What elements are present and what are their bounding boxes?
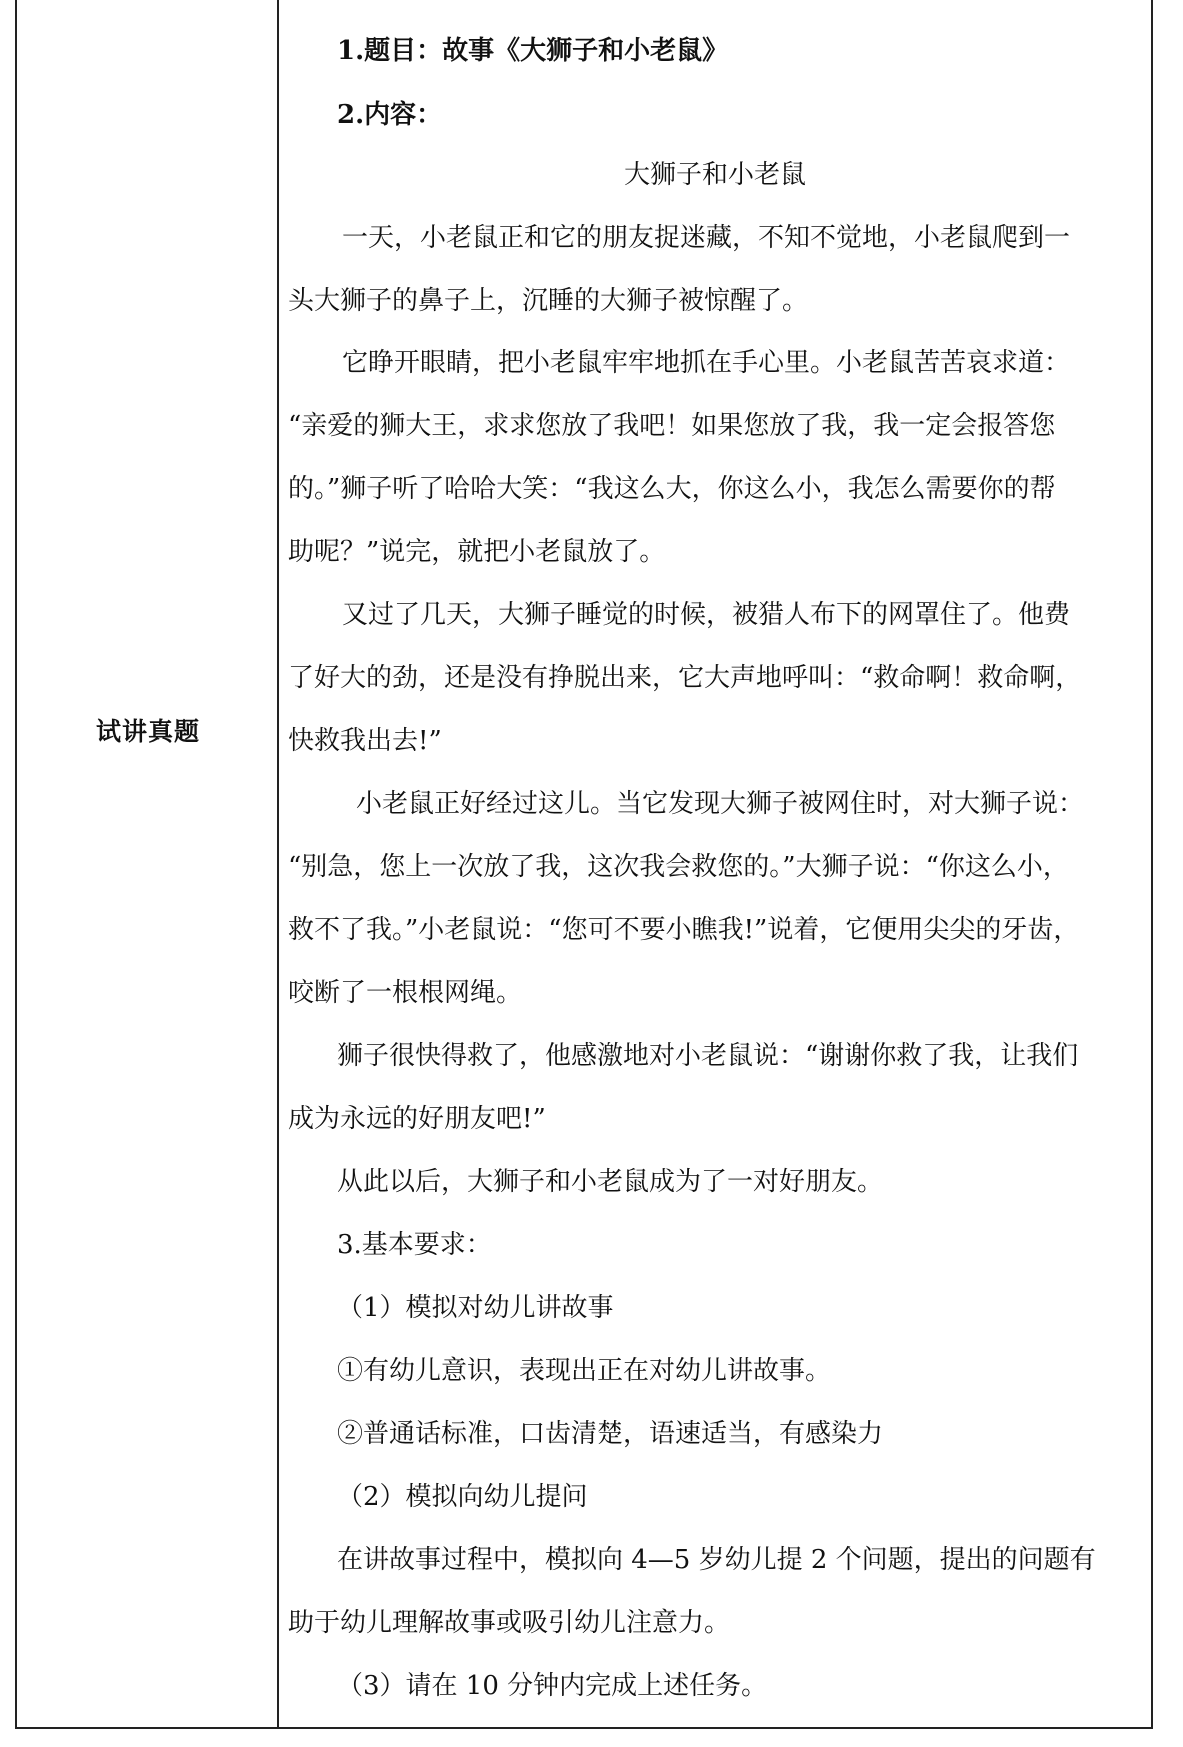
requirement-item: （2）模拟向幼儿提问 (337, 1482, 588, 1512)
topic-line: 1.题目：故事《大狮子和小老鼠》 (337, 36, 729, 66)
content-cell (279, 0, 1151, 1727)
requirement-item: ②普通话标准，口齿清楚，语速适当，有感染力 (337, 1419, 884, 1449)
story-line: 救不了我。”小老鼠说：“您可不要小瞧我!”说着，它便用尖尖的牙齿， (288, 915, 1080, 945)
requirement-item: 助于幼儿理解故事或吸引幼儿注意力。 (288, 1608, 731, 1638)
story-line: 从此以后，大狮子和小老鼠成为了一对好朋友。 (337, 1167, 884, 1197)
story-title: 大狮子和小老鼠 (623, 160, 806, 190)
requirement-item: （3）请在 10 分钟内完成上述任务。 (337, 1671, 768, 1701)
content-heading: 2.内容： (337, 100, 443, 130)
section-label: 试讲真题 (95, 717, 200, 746)
story-line: 的。”狮子听了哈哈大笑：“我这么大，你这么小，我怎么需要你的帮 (288, 474, 1056, 504)
story-line: 助呢？”说完，就把小老鼠放了。 (288, 537, 666, 567)
requirement-item: 在讲故事过程中，模拟向 4—5 岁幼儿提 2 个问题，提出的问题有 (337, 1545, 1096, 1575)
requirement-item: （1）模拟对幼儿讲故事 (337, 1293, 614, 1323)
story-line: 成为永远的好朋友吧!” (288, 1104, 546, 1134)
exam-table (15, 0, 1153, 1729)
requirement-item: ①有幼儿意识，表现出正在对幼儿讲故事。 (337, 1356, 832, 1386)
requirements-heading: 3.基本要求： (337, 1230, 492, 1260)
story-line: 咬断了一根根网绳。 (288, 978, 523, 1008)
story-line: “亲爱的狮大王，求求您放了我吧！如果您放了我，我一定会报答您 (288, 411, 1056, 441)
story-line: 了好大的劲，还是没有挣脱出来，它大声地呼叫：“救命啊！救命啊， (288, 663, 1082, 693)
story-line: “别急，您上一次放了我，这次我会救您的。”大狮子说：“你这么小， (288, 852, 1069, 882)
story-line: 快救我出去!” (288, 726, 442, 756)
story-line: 一天，小老鼠正和它的朋友捉迷藏，不知不觉地，小老鼠爬到一 (342, 223, 1071, 253)
story-line: 又过了几天，大狮子睡觉的时候，被猎人布下的网罩住了。他费 (342, 600, 1071, 630)
story-line: 狮子很快得救了，他感激地对小老鼠说：“谢谢你救了我，让我们 (337, 1041, 1079, 1071)
story-line: 小老鼠正好经过这儿。当它发现大狮子被网住时，对大狮子说： (356, 789, 1085, 819)
label-cell (17, 0, 279, 1727)
story-line: 头大狮子的鼻子上，沉睡的大狮子被惊醒了。 (288, 286, 809, 316)
story-line: 它睁开眼睛，把小老鼠牢牢地抓在手心里。小老鼠苦苦哀求道： (342, 348, 1071, 378)
